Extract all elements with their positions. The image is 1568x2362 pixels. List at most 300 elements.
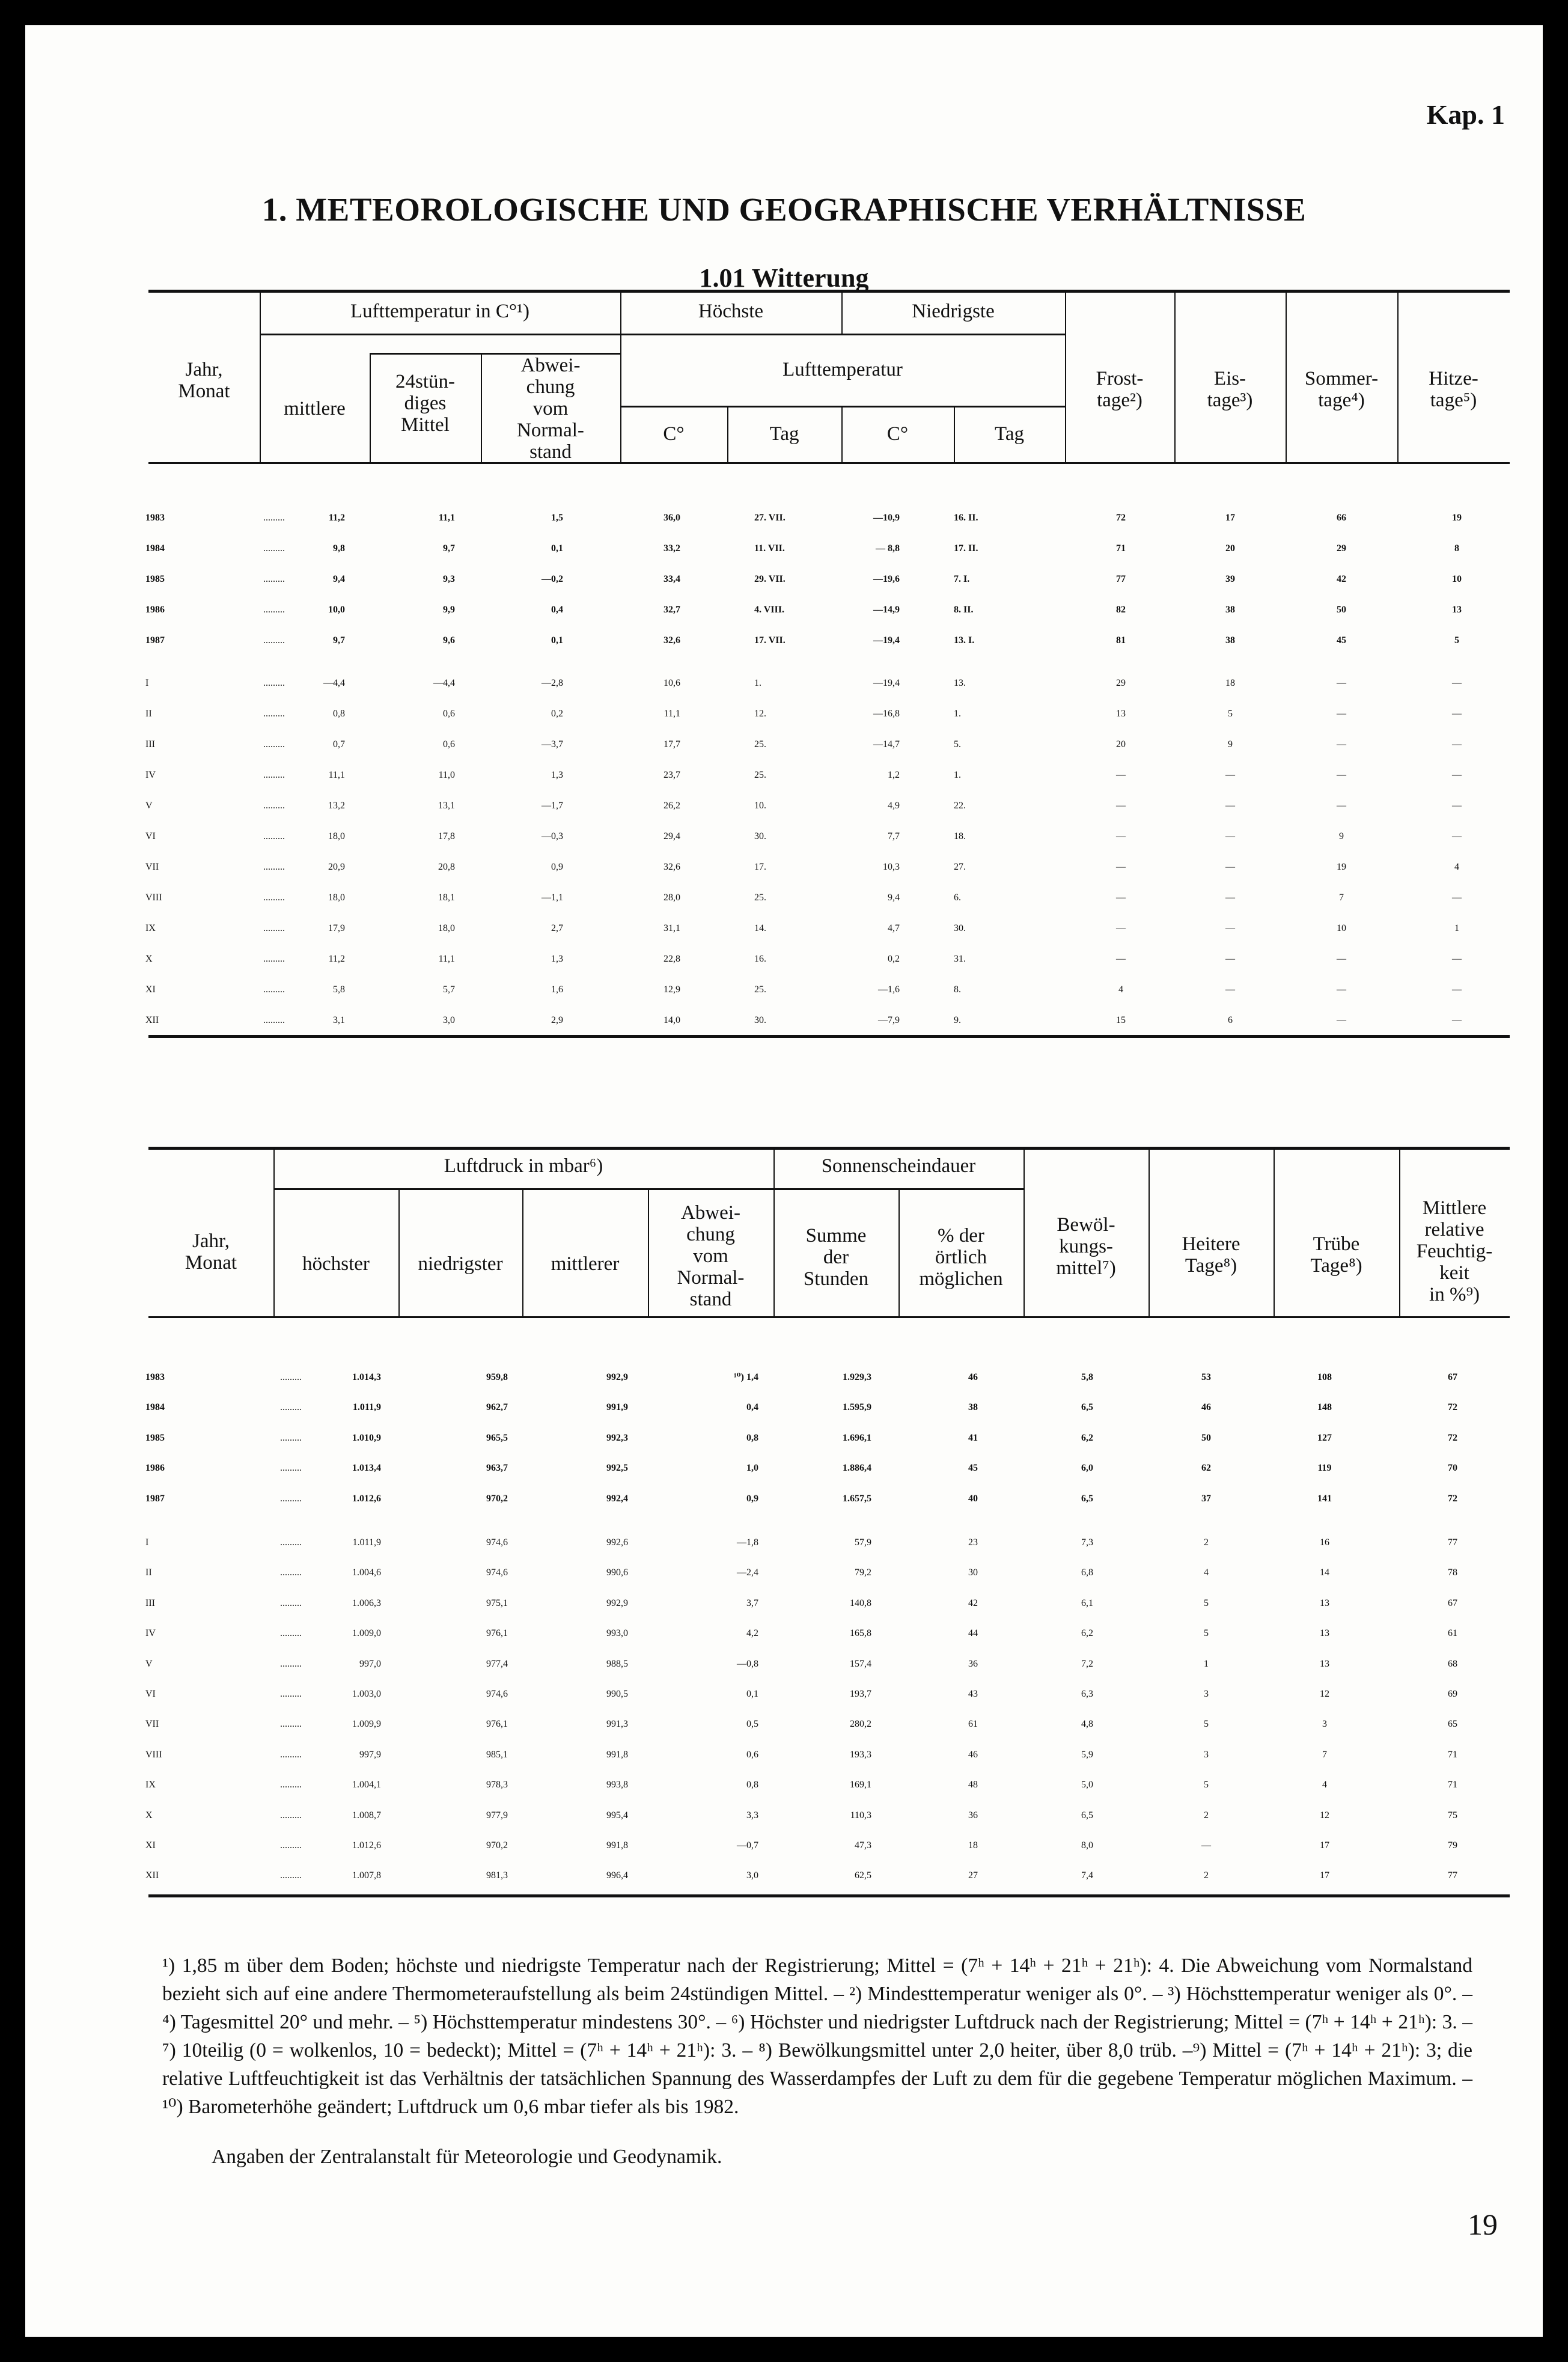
table-cell: 9,4 [333, 574, 345, 584]
table-cell: 42 [1337, 574, 1346, 584]
table-cell: 20 [1225, 543, 1235, 554]
table-row [25, 883, 1543, 913]
table-cell: 11. VII. [754, 543, 785, 554]
table-cell: 9 [1228, 739, 1233, 749]
table-cell: 28,0 [664, 893, 680, 903]
table-row [25, 1528, 1543, 1558]
table-cell: 5 [1204, 1598, 1209, 1608]
table-cell: 978,3 [486, 1780, 508, 1790]
table-cell: 4. VIII. [754, 605, 784, 615]
table-cell: — [1116, 801, 1126, 811]
table-cell: 0,4 [551, 605, 563, 615]
table-cell: 17 [1320, 1840, 1329, 1851]
table-cell: 1.006,3 [352, 1598, 381, 1608]
section-subtitle: 1.01 Witterung [699, 263, 869, 293]
table-row [25, 1619, 1543, 1649]
table-cell: 4 [1204, 1567, 1209, 1578]
table-cell: 10. [754, 801, 766, 811]
table-cell: 5 [1204, 1628, 1209, 1639]
row-label: III [145, 1598, 155, 1608]
table-cell: 5 [1228, 709, 1233, 719]
table-cell: 32,7 [664, 605, 680, 615]
table-cell: 61 [1448, 1628, 1457, 1639]
row-label: 1987 [145, 1493, 165, 1504]
table-cell: 1.012,6 [352, 1840, 381, 1851]
table-cell: 0,7 [333, 739, 345, 749]
table-cell: — [1116, 831, 1126, 841]
table-cell: 19 [1452, 513, 1462, 523]
table-cell: 13 [1320, 1658, 1329, 1669]
table-cell: 43 [968, 1689, 978, 1699]
table-cell: 11,1 [438, 954, 455, 964]
table-rule [148, 1894, 1510, 1897]
table-cell: 1.003,0 [352, 1689, 381, 1699]
table-cell: — [1225, 770, 1235, 780]
row-label: VIII [145, 1749, 162, 1760]
header-max-tag: Tag [769, 423, 799, 445]
table-cell: 4,8 [1081, 1719, 1093, 1730]
header-truebe-tage: Trübe Tage⁸) [1310, 1233, 1362, 1277]
header-jahr-monat: Jahr, Monat [178, 359, 230, 402]
table-cell: 9,7 [333, 635, 345, 645]
table-cell: 1.010,9 [352, 1432, 381, 1443]
table-cell: 50 [1337, 605, 1346, 615]
table-cell: — [1337, 739, 1346, 749]
table-cell: — [1225, 893, 1235, 903]
header-24h-mittel: 24stün- diges Mittel [395, 371, 455, 436]
table-cell: 26,2 [664, 801, 680, 811]
row-label: 1984 [145, 1402, 165, 1413]
table-rule [148, 1147, 1510, 1150]
table-cell: 992,9 [606, 1598, 628, 1608]
table-cell: 974,6 [486, 1537, 508, 1548]
leader-dots: ......... [263, 893, 285, 903]
page-number: 19 [1468, 2208, 1498, 2241]
table-cell: 9 [1339, 831, 1344, 841]
table-cell: 0,6 [443, 709, 455, 719]
row-label: 1984 [145, 543, 165, 554]
table-cell: 992,9 [606, 1372, 628, 1382]
table-cell: 1.886,4 [843, 1463, 871, 1474]
table-cell: 18,0 [328, 831, 345, 841]
row-label: IV [145, 1628, 156, 1639]
row-label: IV [145, 770, 156, 780]
table-cell: 1 [1454, 923, 1459, 933]
table-cell: 15 [1116, 1015, 1126, 1025]
row-label: III [145, 739, 155, 749]
table-cell: — [1337, 770, 1346, 780]
table-cell: 1.011,9 [352, 1537, 381, 1548]
table-cell: 1. [954, 770, 961, 780]
table-cell: 16. [754, 954, 766, 964]
leader-dots: ......... [280, 1689, 302, 1699]
table-cell: 6,2 [1081, 1432, 1093, 1443]
table-cell: 2 [1204, 1870, 1209, 1881]
table-row [25, 1423, 1543, 1453]
column-divider [398, 1188, 400, 1316]
table-rule [620, 406, 1065, 407]
table-cell: 22. [954, 801, 966, 811]
table-cell: 18. [954, 831, 966, 841]
table-cell: 62 [1201, 1463, 1211, 1474]
table-cell: 17,8 [438, 831, 455, 841]
table-cell: 25. [754, 984, 766, 995]
leader-dots: ......... [263, 678, 285, 688]
table-cell: 27. VII. [754, 513, 786, 523]
table-row [25, 626, 1543, 656]
header-eistage: Eis- tage³) [1207, 368, 1253, 411]
header-relative-feuchtigkeit: Mittlere relative Feuchtig- keit in %⁹) [1416, 1197, 1493, 1305]
table-cell: 1,6 [551, 984, 563, 995]
table-rule [260, 334, 1065, 335]
table-cell: 68 [1448, 1658, 1457, 1669]
table-row [25, 1453, 1543, 1483]
table-cell: 7 [1322, 1749, 1327, 1760]
table-cell: — [1116, 862, 1126, 872]
table-cell: 0,4 [746, 1402, 758, 1413]
header-luftdruck: Luftdruck in mbar⁶) [444, 1155, 603, 1177]
table-cell: 17,7 [664, 739, 680, 749]
table-row [25, 791, 1543, 821]
row-label: I [145, 1537, 149, 1548]
header-prozent-moeglich: % der örtlich möglichen [919, 1225, 1003, 1290]
leader-dots: ......... [263, 862, 285, 872]
table-cell: 69 [1448, 1689, 1457, 1699]
table-cell: 108 [1317, 1372, 1332, 1382]
table-cell: 990,5 [606, 1689, 628, 1699]
table-cell: 14 [1320, 1567, 1329, 1578]
table-cell: —4,4 [323, 678, 345, 688]
row-label: 1985 [145, 1432, 165, 1443]
table-cell: — [1337, 678, 1346, 688]
table-cell: 995,4 [606, 1810, 628, 1820]
table-cell: — [1337, 1015, 1346, 1025]
table-cell: 30. [954, 923, 966, 933]
leader-dots: ......... [280, 1749, 302, 1760]
table-cell: 8 [1454, 543, 1459, 554]
table-cell: 4,9 [888, 801, 900, 811]
table-cell: 17. II. [954, 543, 978, 554]
table-cell: 993,0 [606, 1628, 628, 1639]
table-cell: 41 [968, 1432, 978, 1443]
table-cell: 1.013,4 [352, 1463, 381, 1474]
table-cell: 9,9 [443, 605, 455, 615]
table-cell: 0,1 [746, 1689, 758, 1699]
row-label: XII [145, 1015, 159, 1025]
table-cell: 5 [1204, 1780, 1209, 1790]
table-cell: 61 [968, 1719, 978, 1730]
table-cell: 13 [1452, 605, 1462, 615]
table-cell: — [1452, 954, 1462, 964]
table-cell: 11,2 [328, 513, 345, 523]
leader-dots: ......... [263, 923, 285, 933]
table-cell: 0,5 [746, 1719, 758, 1730]
table-cell: 0,1 [551, 635, 563, 645]
table-cell: 4 [1454, 862, 1459, 872]
header-frosttage: Frost- tage²) [1096, 368, 1144, 411]
table-row [25, 1006, 1543, 1036]
table-cell: 14. [754, 923, 766, 933]
table-cell: 39 [1225, 574, 1235, 584]
table-cell: 72 [1116, 513, 1126, 523]
leader-dots: ......... [280, 1372, 302, 1382]
table-cell: 1.007,8 [352, 1870, 381, 1881]
row-label: VI [145, 831, 156, 841]
table-cell: 17,9 [328, 923, 345, 933]
table-cell: 27 [968, 1870, 978, 1881]
table-cell: 1,2 [888, 770, 900, 780]
table-cell: —19,4 [873, 678, 900, 688]
table-cell: — [1452, 801, 1462, 811]
table-cell: 13,1 [438, 801, 455, 811]
header-bewoelkungsmittel: Bewöl- kungs- mittel⁷) [1056, 1214, 1116, 1279]
table-cell: —1,8 [737, 1537, 758, 1548]
table-cell: 9,3 [443, 574, 455, 584]
table-cell: 36 [968, 1810, 978, 1820]
table-cell: 6,1 [1081, 1598, 1093, 1608]
table-cell: 962,7 [486, 1402, 508, 1413]
table-row [25, 822, 1543, 852]
table-cell: 5. [954, 739, 961, 749]
column-divider [1274, 1147, 1275, 1316]
table-cell: 2 [1204, 1537, 1209, 1548]
table-cell: 5,8 [1081, 1372, 1093, 1382]
table-cell: 46 [968, 1749, 978, 1760]
table-cell: 2,7 [551, 923, 563, 933]
header-hitzetage: Hitze- tage⁵) [1429, 368, 1478, 411]
table-cell: 22,8 [664, 954, 680, 964]
table-cell: — [1337, 954, 1346, 964]
table-cell: 50 [1201, 1432, 1211, 1443]
table-cell: 990,6 [606, 1567, 628, 1578]
column-divider [1149, 1147, 1150, 1316]
table-cell: —1,7 [541, 801, 563, 811]
table-cell: 9,8 [333, 543, 345, 554]
header-niedrigster: niedrigster [418, 1253, 503, 1275]
table-cell: 17 [1225, 513, 1235, 523]
table-cell: 6. [954, 893, 961, 903]
table-cell: 71 [1116, 543, 1126, 554]
table-cell: 53 [1201, 1372, 1211, 1382]
table-cell: 6,8 [1081, 1567, 1093, 1578]
table-cell: 1.014,3 [352, 1372, 381, 1382]
table-cell: 20,8 [438, 862, 455, 872]
table-cell: — [1116, 770, 1126, 780]
table-cell: 3 [1204, 1689, 1209, 1699]
table-cell: 996,4 [606, 1870, 628, 1881]
table-cell: 0,2 [551, 709, 563, 719]
table-cell: — [1452, 739, 1462, 749]
leader-dots: ......... [263, 635, 285, 645]
table-cell: 13 [1116, 709, 1126, 719]
table-cell: 1.929,3 [843, 1372, 871, 1382]
table-cell: 67 [1448, 1372, 1457, 1382]
row-label: V [145, 1658, 153, 1669]
table-cell: 72 [1448, 1493, 1457, 1504]
header-abweichung: Abwei- chung vom Normal- stand [677, 1202, 745, 1310]
table-cell: 77 [1116, 574, 1126, 584]
table-row [25, 1558, 1543, 1588]
table-cell: 970,2 [486, 1840, 508, 1851]
table-cell: 974,6 [486, 1567, 508, 1578]
table-cell: — [1452, 984, 1462, 995]
table-row [25, 944, 1543, 974]
table-cell: 991,3 [606, 1719, 628, 1730]
table-cell: 27. [954, 862, 966, 872]
table-cell: 7,3 [1081, 1537, 1093, 1548]
header-lufttemperatur: Lufttemperatur in C°¹) [350, 301, 529, 322]
table-cell: 3,3 [746, 1810, 758, 1820]
table-cell: — [1337, 984, 1346, 995]
table-cell: 8. II. [954, 605, 974, 615]
table-cell: 17. [754, 862, 766, 872]
table-cell: —7,9 [878, 1015, 900, 1025]
row-label: XI [145, 984, 156, 995]
table-row [25, 975, 1543, 1005]
table-row [25, 1709, 1543, 1739]
table-cell: 977,9 [486, 1810, 508, 1820]
table-cell: 12,9 [664, 984, 680, 995]
table-cell: 975,1 [486, 1598, 508, 1608]
header-min-tag: Tag [994, 423, 1024, 445]
table-cell: 6,0 [1081, 1463, 1093, 1474]
table-cell: 30. [754, 1015, 766, 1025]
leader-dots: ......... [280, 1598, 302, 1608]
table-cell: 44 [968, 1628, 978, 1639]
table-cell: 8. [954, 984, 961, 995]
table-cell: 992,3 [606, 1432, 628, 1443]
table-cell: 127 [1317, 1432, 1332, 1443]
table-cell: 1.008,7 [352, 1810, 381, 1820]
table-cell: — [1452, 831, 1462, 841]
table-cell: 13 [1320, 1628, 1329, 1639]
row-label: VII [145, 862, 159, 872]
table-cell: 976,1 [486, 1719, 508, 1730]
table-cell: 0,9 [551, 862, 563, 872]
leader-dots: ......... [280, 1493, 302, 1504]
table-cell: —0,7 [737, 1840, 758, 1851]
table-cell: 31. [954, 954, 966, 964]
row-label: 1986 [145, 605, 165, 615]
table-cell: 36,0 [664, 513, 680, 523]
table-cell: 148 [1317, 1402, 1332, 1413]
table-cell: 36 [968, 1658, 978, 1669]
table-cell: —10,9 [873, 513, 900, 523]
table-cell: 165,8 [850, 1628, 871, 1639]
table-row [25, 914, 1543, 944]
row-label: VII [145, 1719, 159, 1730]
page [25, 25, 1543, 2337]
header-hoechste: Höchste [698, 301, 764, 322]
table-row [25, 1649, 1543, 1679]
table-cell: 16. II. [954, 513, 978, 523]
table-cell: 965,5 [486, 1432, 508, 1443]
table-row [25, 1861, 1543, 1891]
table-cell: 16 [1320, 1537, 1329, 1548]
table-cell: — [1225, 923, 1235, 933]
page-title: 1. METEOROLOGISCHE UND GEOGRAPHISCHE VERHÄLTNISSE [261, 191, 1307, 228]
table-cell: 30 [968, 1567, 978, 1578]
table-cell: 38 [1225, 635, 1235, 645]
table-cell: 12 [1320, 1689, 1329, 1699]
table-cell: 0,6 [443, 739, 455, 749]
table-cell: 37 [1201, 1493, 1211, 1504]
table-row [25, 730, 1543, 760]
table-cell: 988,5 [606, 1658, 628, 1669]
table-row [25, 1679, 1543, 1709]
header-summe-stunden: Summe der Stunden [803, 1225, 869, 1290]
table-cell: 157,4 [850, 1658, 871, 1669]
row-label: II [145, 709, 152, 719]
table-cell: 1.004,6 [352, 1567, 381, 1578]
table-cell: — [1225, 831, 1235, 841]
table-cell: 75 [1448, 1810, 1457, 1820]
row-label: I [145, 678, 149, 688]
leader-dots: ......... [280, 1658, 302, 1669]
table-cell: 18 [1225, 678, 1235, 688]
table-cell: 5,8 [333, 984, 345, 995]
leader-dots: ......... [263, 801, 285, 811]
table-cell: 7. I. [954, 574, 970, 584]
table-cell: 992,5 [606, 1463, 628, 1474]
table-row [25, 1393, 1543, 1423]
row-label: X [145, 954, 153, 964]
leader-dots: ......... [280, 1628, 302, 1639]
table-cell: 11,1 [664, 709, 680, 719]
table-cell: 25. [754, 893, 766, 903]
table-cell: 993,8 [606, 1780, 628, 1790]
table-cell: —1,6 [878, 984, 900, 995]
table-cell: 3,7 [746, 1598, 758, 1608]
table-cell: 119 [1317, 1463, 1332, 1474]
table-cell: — [1225, 984, 1235, 995]
table-cell: 6 [1228, 1015, 1233, 1025]
table-cell: 1. [954, 709, 961, 719]
leader-dots: ......... [280, 1432, 302, 1443]
table-cell: — [1452, 678, 1462, 688]
table-cell: 14,0 [664, 1015, 680, 1025]
row-label: XI [145, 1840, 156, 1851]
table-cell: — [1116, 954, 1126, 964]
table-cell: 82 [1116, 605, 1126, 615]
table-cell: 6,5 [1081, 1493, 1093, 1504]
table-cell: 7,7 [888, 831, 900, 841]
table-cell: 65 [1448, 1719, 1457, 1730]
table-cell: 38 [968, 1402, 978, 1413]
table-cell: —14,7 [873, 739, 900, 749]
leader-dots: ......... [263, 543, 285, 554]
column-divider [522, 1188, 523, 1316]
table-cell: 997,9 [359, 1749, 381, 1760]
header-sommertage: Sommer- tage⁴) [1304, 368, 1379, 411]
table-cell: 8,0 [1081, 1840, 1093, 1851]
leader-dots: ......... [280, 1402, 302, 1413]
table-cell: 46 [968, 1372, 978, 1382]
table-cell: 20 [1116, 739, 1126, 749]
header-niedrigste: Niedrigste [912, 301, 995, 322]
table-cell: 1.009,9 [352, 1719, 381, 1730]
table-cell: 0,6 [746, 1749, 758, 1760]
table-cell: —16,8 [873, 709, 900, 719]
leader-dots: ......... [263, 574, 285, 584]
leader-dots: ......... [280, 1567, 302, 1578]
table-cell: 18 [968, 1840, 978, 1851]
table-cell: 1. [754, 678, 761, 688]
table-row [25, 668, 1543, 698]
table-cell: 110,3 [850, 1810, 871, 1820]
table-cell: —4,4 [433, 678, 455, 688]
table-cell: 169,1 [850, 1780, 871, 1790]
